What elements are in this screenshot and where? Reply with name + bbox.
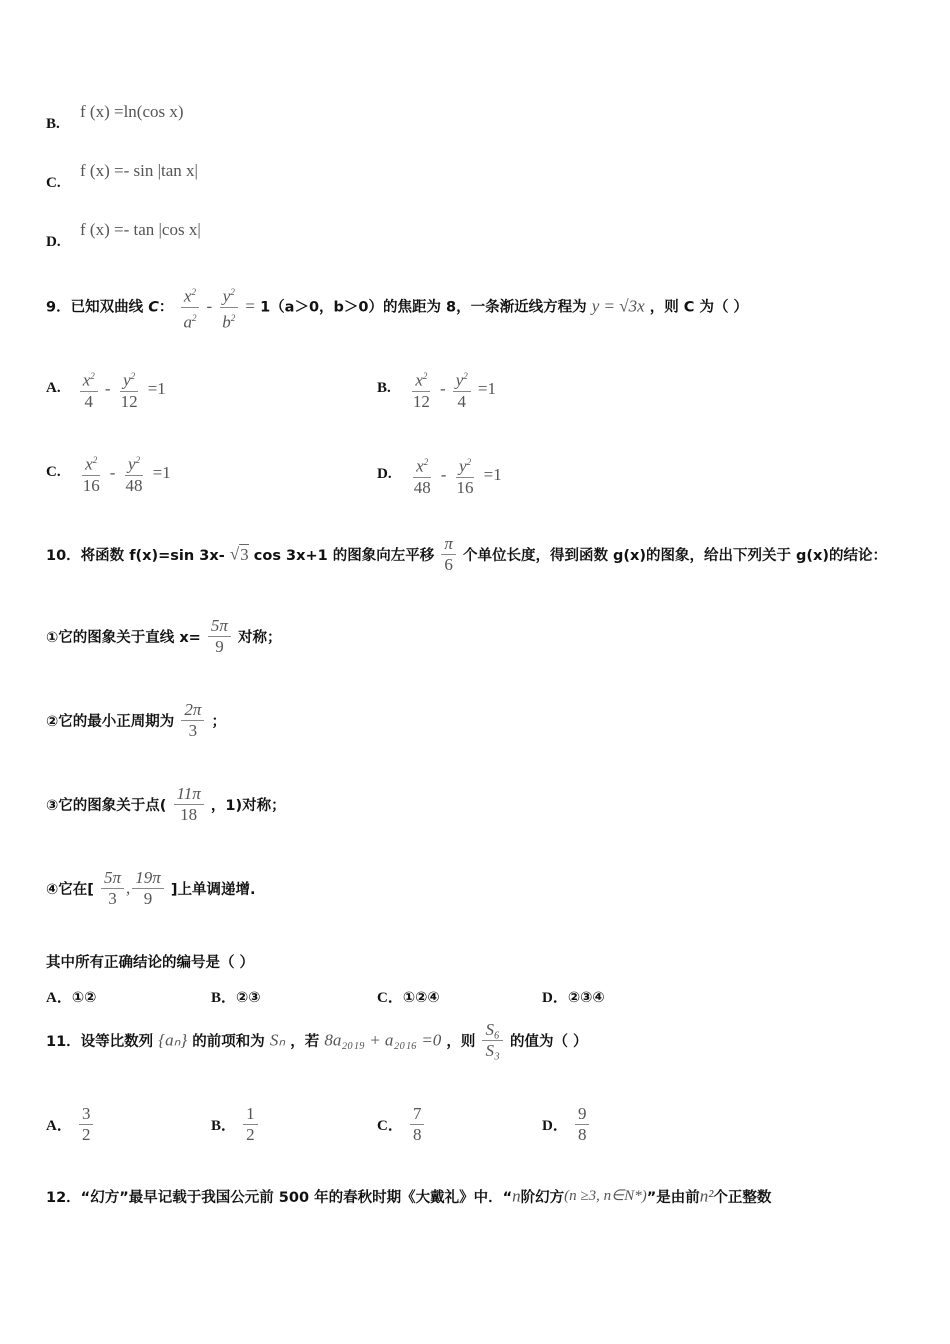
stem-part: 的前项和为 <box>192 1034 265 1050</box>
option-text: ①② <box>71 990 97 1006</box>
q10-ask: 其中所有正确结论的编号是（ ） <box>46 955 255 971</box>
option-label: C． <box>377 1118 403 1134</box>
denominator-b: 4 <box>457 391 466 411</box>
conclusion-text: ④它在[ <box>46 882 94 898</box>
numerator: 9 <box>575 1104 590 1125</box>
denominator: 18 <box>180 805 198 824</box>
q10-stem: 10．将函数 f(x)=sin 3x- √3 cos 3x+1 的图象向左平移 $\frac{\pi}{6}$ 个单位长度，得到函数 g(x)的图象，给出下列关于 g(x)的结论： <box>46 534 888 574</box>
stem-part: 阶幻方 <box>520 1190 565 1206</box>
stem-part: cos 3x+1 的图象向左平移 <box>253 548 435 564</box>
option-label: D． <box>542 990 568 1006</box>
conclusion-text: ①它的图象关于直线 x= <box>46 630 201 646</box>
q10-option-c <box>377 986 440 1007</box>
numerator: 5π <box>101 868 124 889</box>
q11-option-c <box>377 1104 426 1145</box>
numerator: 19π <box>132 868 164 889</box>
denominator-a: 4 <box>84 391 93 411</box>
denominator: 8 <box>577 1125 587 1144</box>
option-label: B． <box>211 990 237 1006</box>
q9-stem: 9．已知双曲线 C： $\frac{x^2}{a^2}$ - $\frac{y^2}{b^2}$ = 1（a＞0，b＞0）的焦距为 8，一条渐近线方程为 y = √3x ，则 C 为（ ） <box>46 282 950 332</box>
conclusion-text: ]上单调递增. <box>170 882 256 898</box>
numerator: 2π <box>181 700 204 721</box>
condition-formula: 8a₂₀₁₉ + a₂₀₁₆ =0 <box>324 1030 442 1050</box>
q10-option-b <box>211 986 261 1007</box>
numerator: 11π <box>174 784 204 805</box>
numerator: S₆ <box>482 1020 502 1041</box>
stem-part: ，若 <box>290 1034 320 1050</box>
numerator: 5π <box>208 616 231 637</box>
stem-part: 个正整数 <box>713 1190 772 1206</box>
q10-option-a <box>46 986 96 1007</box>
stem-part: 11．设等比数列 <box>46 1034 154 1050</box>
variable-n: n <box>512 1186 521 1206</box>
stem-part: 10．将函数 f(x)=sin 3x- <box>46 548 225 564</box>
q9-option-c: C. $\frac{x^2}{16}$ - $\frac{y^2}{48}$ =1 <box>46 450 171 496</box>
denominator: 9 <box>215 637 224 656</box>
denominator: 9 <box>143 889 153 908</box>
conclusion-text: 对称； <box>238 630 282 646</box>
denominator: S₃ <box>485 1041 500 1060</box>
denominator-b: 16 <box>456 477 474 497</box>
q10-conclusion-3 <box>46 784 286 825</box>
denominator: 2 <box>246 1125 255 1144</box>
question-number: 9．已知双曲线 <box>46 299 144 316</box>
q10-conclusion-1 <box>46 616 282 657</box>
denominator: 3 <box>188 721 198 740</box>
numerator: 1 <box>243 1104 258 1125</box>
partial-sum: Sₙ <box>269 1030 286 1050</box>
conclusion-text: ②它的最小正周期为 <box>46 714 175 730</box>
denominator-b: 48 <box>125 475 143 495</box>
option-label: A． <box>46 1118 72 1134</box>
denominator: 3 <box>108 889 117 908</box>
stem-part: 12．“幻方”最早记载于我国公元前 500 年的春秋时期《大戴礼》中．“ <box>46 1190 513 1206</box>
shift-numerator: π <box>441 534 456 555</box>
numerator: 3 <box>79 1104 94 1125</box>
denominator: 8 <box>412 1125 422 1144</box>
q10-option-d <box>542 986 605 1007</box>
y-fraction: $\frac{y^2}{b^2}$ <box>219 282 238 332</box>
q9-option-b: B. $\frac{x^2}{12}$ - $\frac{y^2}{4}$ =1 <box>377 366 496 412</box>
option-label: C. <box>46 175 61 191</box>
denominator-a: 48 <box>413 477 431 497</box>
q9-option-a: A. $\frac{x^2}{4}$ - $\frac{y^2}{12}$ =1 <box>46 366 166 412</box>
denominator-a: 12 <box>412 391 430 411</box>
option-label: D． <box>542 1118 568 1134</box>
q10-conclusion-4: ④它在[ $\frac{5\pi}{3}$ , $\frac{19\pi}{9}$ ]上单调递增. <box>46 868 256 908</box>
option-formula: f (x) =- tan |cos x| <box>80 220 201 239</box>
shift-denominator: 6 <box>444 555 453 574</box>
condition-formula: (n ≥3, n∈N*) <box>564 1188 647 1204</box>
denominator-a: 16 <box>82 475 100 495</box>
option-text: ①②④ <box>402 990 440 1006</box>
stem-part: ”是由前 <box>646 1190 700 1206</box>
stem-part: ，则 <box>446 1034 476 1050</box>
curve-name: C <box>148 299 159 316</box>
denominator: 2 <box>81 1125 91 1144</box>
option-label: B. <box>46 116 60 132</box>
denominator-b: 12 <box>120 391 138 411</box>
option-label: B． <box>211 1118 237 1134</box>
option-formula: f (x) =ln(cos x) <box>80 102 184 121</box>
q11-option-b <box>211 1104 260 1145</box>
option-label: A. <box>46 380 61 397</box>
stem-part: 的值为（ ） <box>510 1034 588 1050</box>
option-label: C． <box>377 990 403 1006</box>
stem-part: 个单位长度，得到函数 g(x)的图象，给出下列关于 g(x)的结论： <box>462 548 888 564</box>
q11-option-a <box>46 1104 95 1145</box>
option-label: C. <box>46 464 61 481</box>
q11-stem <box>46 1020 588 1061</box>
asymptote-formula: y = √3x <box>591 296 645 316</box>
option-text: ②③④ <box>567 990 605 1006</box>
option-label: A． <box>46 990 72 1006</box>
conclusion-text: ； <box>211 714 226 730</box>
option-label: D. <box>377 466 392 483</box>
sequence: {aₙ} <box>158 1030 188 1050</box>
q10-conclusion-2 <box>46 700 226 741</box>
numerator: 7 <box>410 1104 425 1125</box>
conclusion-text: ③它的图象关于点( <box>46 798 167 814</box>
q11-option-d <box>542 1104 591 1145</box>
question-tail: ，则 C 为（ ） <box>649 299 749 316</box>
condition-text: 1（a＞0，b＞0）的焦距为 8，一条渐近线方程为 <box>260 299 587 316</box>
q9-option-d: D. $\frac{x^2}{48}$ - $\frac{y^2}{16}$ =1 <box>377 452 502 498</box>
q12-stem <box>46 1186 771 1207</box>
option-label: D. <box>46 234 61 250</box>
variable-n-squared: n² <box>699 1186 714 1206</box>
option-label: B. <box>377 380 391 397</box>
x-fraction: $\frac{x^2}{a^2}$ <box>180 282 199 332</box>
conclusion-text: ，1)对称； <box>210 798 286 814</box>
option-formula: f (x) =- sin |tan x| <box>80 161 198 180</box>
option-text: ②③ <box>236 990 261 1006</box>
